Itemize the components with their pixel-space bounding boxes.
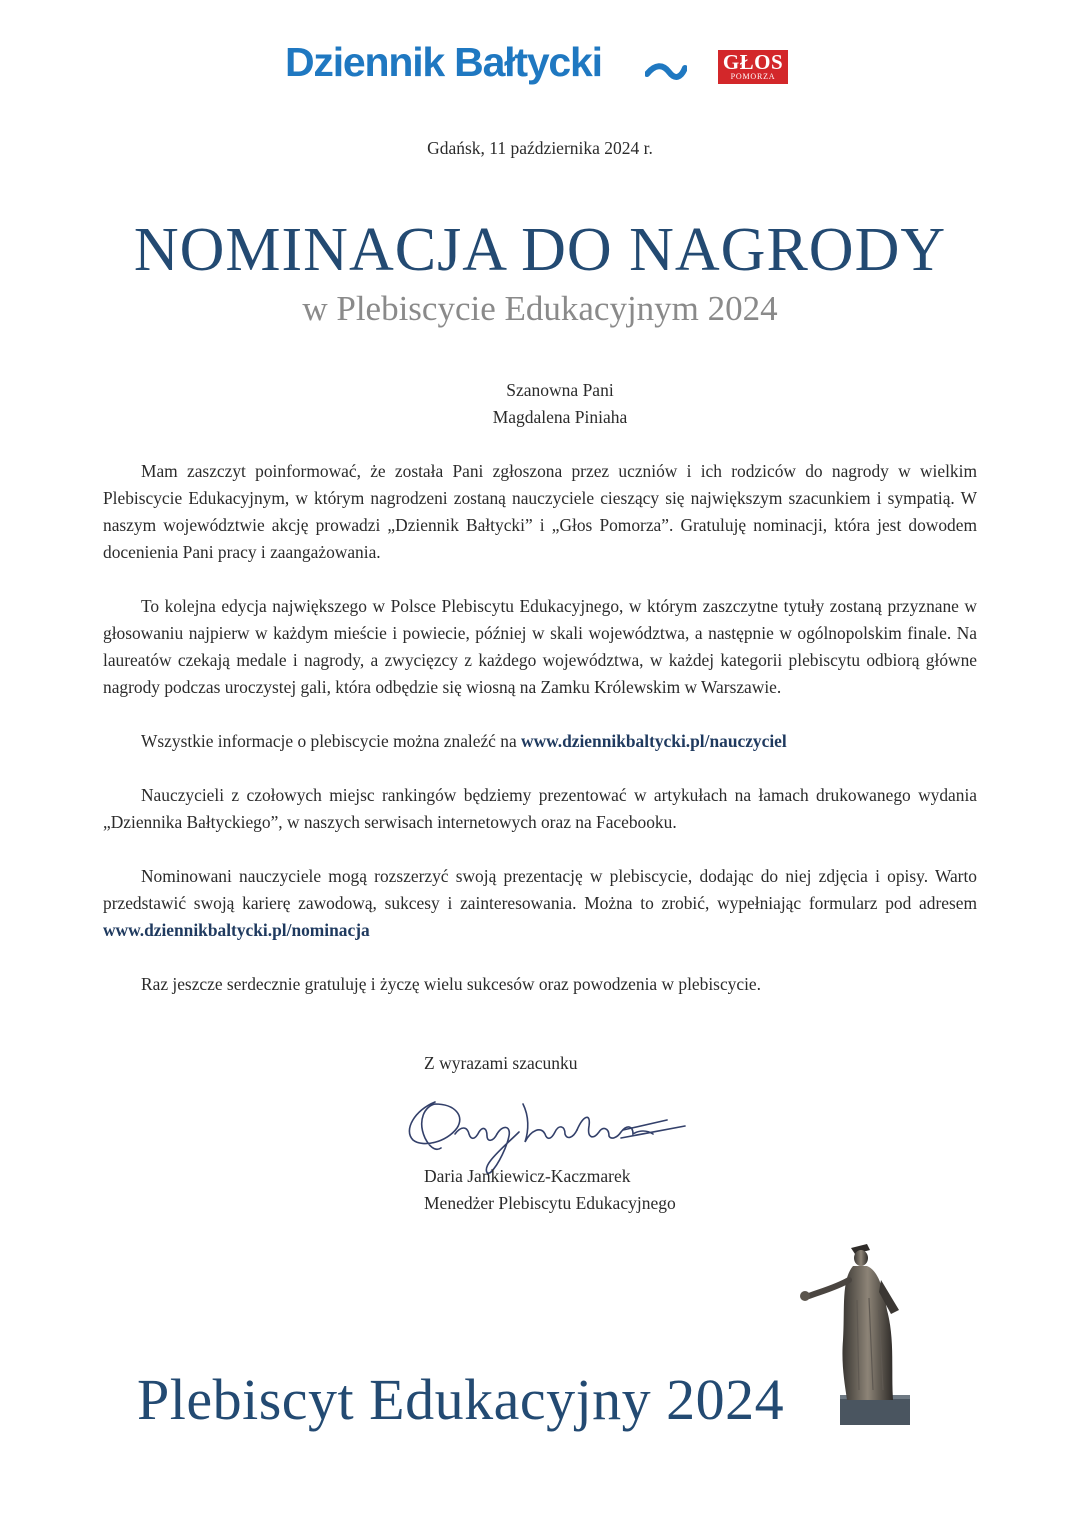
paragraph-congrats: Raz jeszcze serdecznie gratuluję i życzę wielu sukcesów oraz powodzenia w plebiscycie. xyxy=(141,974,761,994)
link-nauczyciel[interactable]: www.dziennikbaltycki.pl/nauczyciel xyxy=(521,731,787,751)
signer-name: Daria Jankiewicz-Kaczmarek xyxy=(424,1166,631,1186)
greeting-salutation: Szanowna Pani xyxy=(506,380,614,400)
greeting-recipient: Magdalena Piniaha xyxy=(492,407,628,427)
statuette-image xyxy=(795,1240,920,1430)
footer-title: Plebiscyt Edukacyjny 2024 xyxy=(137,1367,785,1432)
closing-phrase: Z wyrazami szacunku xyxy=(424,1053,578,1073)
paragraph-extend-text: Nominowani nauczyciele mogą rozszerzyć swoją prezentację w plebiscycie, dodając do niej zdjęcia i opisy. Warto przedstawić swoją karierę zawodową, sukcesy i zainteresowania. Można to zrobić, wypełniając formularz pod adresem xyxy=(103,866,977,913)
glos-logo-main: GŁOS xyxy=(722,50,784,74)
signer-block xyxy=(424,1163,676,1217)
paragraph-promotion: Nauczycieli z czołowych miejsc rankingów będziemy prezentować w artykułach na łamach drukowanego wydania „Dziennika Bałtyckiego”, w naszych serwisach internetowych oraz na Facebooku. xyxy=(103,785,977,832)
letter-body xyxy=(103,458,977,1025)
paragraph-info-text: Wszystkie informacje o plebiscycie można znaleźć na xyxy=(141,731,522,751)
paragraph-info xyxy=(103,728,977,755)
signer-role: Menedżer Plebiscytu Edukacyjnego xyxy=(424,1193,676,1213)
glos-pomorza-logo xyxy=(718,50,788,84)
dziennik-baltycki-logo: Dziennik Bałtycki xyxy=(285,39,602,85)
paragraph-extend xyxy=(103,863,977,944)
paragraph-edition: To kolejna edycja największego w Polsce Plebiscytu Edukacyjnego, w którym zaszczytne tytuły zostaną przyznane w głosowaniu najpierw w każdym mieście i powiecie, później w skali województwa, a następnie w ogólnopolskim finale. Na laureatów czekają medale i nagrody, a zwycięzcy z każdego województwa, w każdej kategorii plebiscytu odbiorą główne nagrody podczas uroczystej gali, która odbędzie się wiosną na Zamku Królewskim w Warszawie. xyxy=(103,596,977,697)
wave-logo-icon xyxy=(645,60,687,82)
glos-logo-sub: POMORZA xyxy=(730,72,776,81)
page-subtitle: w Plebiscycie Edukacyjnym 2024 xyxy=(302,289,778,328)
link-nominacja[interactable]: www.dziennikbaltycki.pl/nominacja xyxy=(103,920,370,940)
paragraph-nomination: Mam zaszczyt poinformować, że została Pani zgłoszona przez uczniów i ich rodziców do nagrody w wielkim Plebiscycie Edukacyjnym, w którym nagrodzeni zostaną nauczyciele cieszący się największym szacunkiem i sympatią. W naszym województwie akcję prowadzi „Dziennik Bałtycki” i „Głos Pomorza”. Gratuluję nominacji, która jest dowodem docenienia Pani pracy i zaangażowania. xyxy=(103,461,977,562)
page-title: NOMINACJA DO NAGRODY xyxy=(133,216,947,284)
letter-date: Gdańsk, 11 października 2024 r. xyxy=(427,138,653,158)
